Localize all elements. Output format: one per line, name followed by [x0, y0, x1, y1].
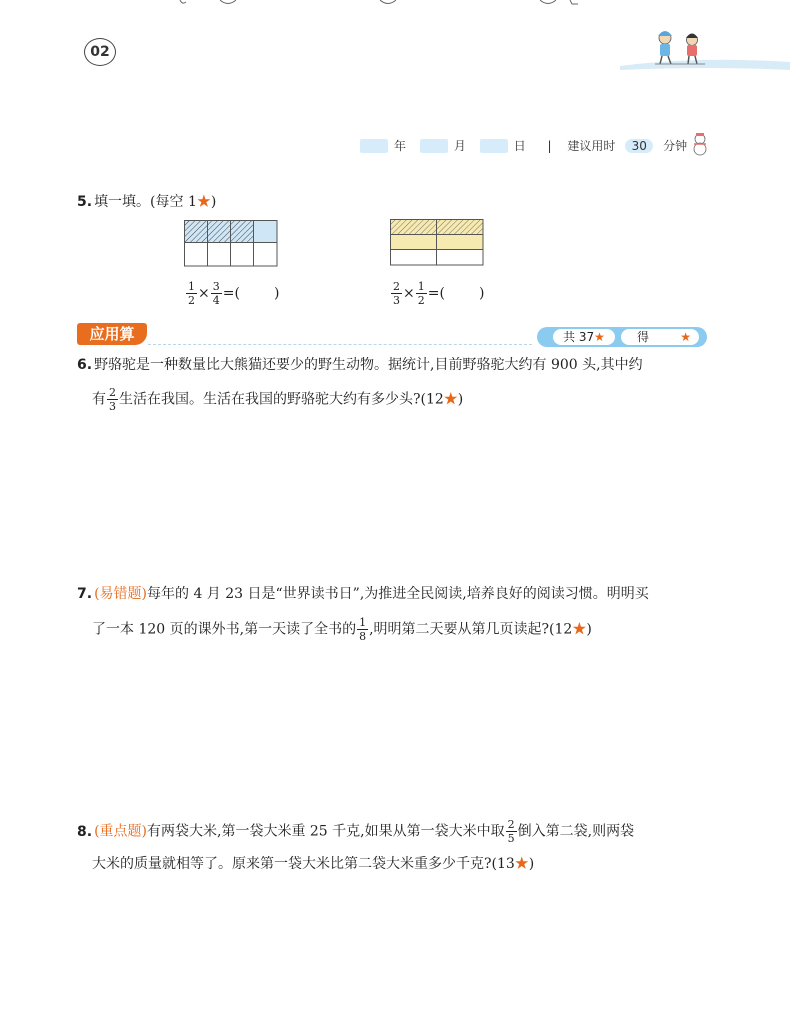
score-bar [537, 327, 707, 347]
numerator: 1 [359, 616, 367, 629]
denominator: 3 [109, 400, 116, 413]
answer-area-7[interactable] [92, 650, 707, 800]
denominator: 3 [393, 294, 400, 307]
fraction [211, 280, 222, 307]
fraction [186, 280, 197, 307]
top-cutoff-strip [150, 0, 610, 8]
minutes-unit: 分钟 [663, 139, 688, 153]
denominator: 4 [212, 294, 220, 307]
denominator: 8 [359, 630, 367, 643]
question-text: 每年的 4 月 23 日是“世界读书日”,为推进全民阅读,培养良好的阅读习惯。明明买 [147, 586, 649, 602]
fraction [357, 616, 368, 643]
numerator: 2 [393, 280, 400, 293]
snowman-icon [690, 132, 710, 156]
star-icon: ★ [443, 391, 458, 408]
kids-illustration-icon [615, 26, 790, 76]
question-text: 野骆驼是一种数量比大熊猫还要少的野生动物。据统计,目前野骆驼大约有 900 头,其中约 [94, 357, 643, 373]
expression-right: $\frac{2}{3}$ × $\frac{1}{2}$ =( ) [393, 280, 485, 307]
denominator: 2 [188, 294, 195, 307]
equals-open: =( [222, 285, 240, 302]
question-number: 6. [77, 357, 93, 373]
question-text: ,明明第二天要从第几页读起?(12 [369, 621, 573, 638]
close-paren: ) [478, 285, 485, 302]
star-icon: ★ [196, 194, 211, 210]
close-paren: ) [273, 285, 280, 302]
numerator: 1 [417, 280, 425, 293]
suggest-label: 建议用时 [567, 139, 616, 153]
day-label: 日 [513, 139, 526, 153]
day-box[interactable] [480, 139, 508, 153]
expression-left: $\frac{1}{2}$ × $\frac{3}{4}$ =( ) [188, 280, 280, 307]
year-box[interactable] [360, 139, 388, 153]
section-divider [148, 344, 532, 345]
question-6-line1 [77, 355, 643, 375]
star-icon: ★ [594, 330, 605, 344]
denominator: 5 [507, 832, 515, 845]
month-label: 月 [453, 139, 466, 153]
year-label: 年 [394, 139, 407, 153]
question-close: ) [586, 621, 592, 638]
score-label: 得 [637, 330, 650, 344]
fraction [391, 280, 402, 307]
question-7-line2 [92, 616, 592, 643]
star-icon: ★ [572, 621, 587, 638]
question-number: 7. [77, 586, 93, 602]
question-7-line1 [77, 584, 649, 604]
numerator: 2 [109, 386, 116, 399]
question-text: 倒入第二袋,则两袋 [517, 823, 635, 840]
question-8-line1 [77, 818, 634, 845]
date-bar [360, 137, 687, 155]
question-text: 大米的质量就相等了。原来第一袋大米比第二袋大米重多少千克?(13 [92, 856, 515, 872]
page-number: 02 [84, 38, 116, 66]
fraction [416, 280, 427, 307]
answer-area-8[interactable] [92, 885, 707, 1005]
question-close: ) [528, 856, 535, 872]
question-tag: (易错题) [94, 586, 147, 602]
fraction [506, 818, 517, 845]
star-icon: ★ [680, 330, 691, 344]
question-8-line2 [92, 854, 534, 874]
score-pill[interactable] [621, 329, 699, 345]
question-close: ) [210, 194, 217, 210]
star-icon: ★ [514, 856, 529, 872]
total-stars [553, 329, 615, 345]
question-5 [77, 192, 216, 212]
fraction-grid-left [184, 220, 278, 267]
question-6-line2 [92, 386, 463, 413]
question-number: 5. [77, 194, 93, 210]
equals-open: =( [427, 285, 445, 302]
numerator: 2 [507, 818, 515, 831]
question-close: ) [457, 391, 464, 408]
suggest-minutes: 30 [625, 139, 653, 153]
question-text: 了一本 120 页的课外书,第一天读了全书的 [92, 621, 357, 638]
question-tag: (重点题) [94, 823, 147, 840]
fraction-grid-right [390, 219, 484, 266]
section-title: 应用算 [77, 323, 147, 345]
fraction [107, 386, 118, 413]
question-text: 有 [92, 391, 106, 408]
denominator: 2 [417, 294, 425, 307]
numerator: 3 [212, 280, 220, 293]
month-box[interactable] [420, 139, 448, 153]
question-text: 填一填。(每空 1 [94, 194, 197, 210]
answer-area-6[interactable] [92, 420, 707, 570]
numerator: 1 [188, 280, 195, 293]
question-text: 生活在我国。生活在我国的野骆驼大约有多少头?(12 [119, 391, 444, 408]
question-number: 8. [77, 823, 93, 840]
date-separator: | [547, 138, 552, 153]
question-text: 有两袋大米,第一袋大米重 25 千克,如果从第一袋大米中取 [147, 823, 505, 840]
total-label: 共 37 [563, 330, 595, 344]
